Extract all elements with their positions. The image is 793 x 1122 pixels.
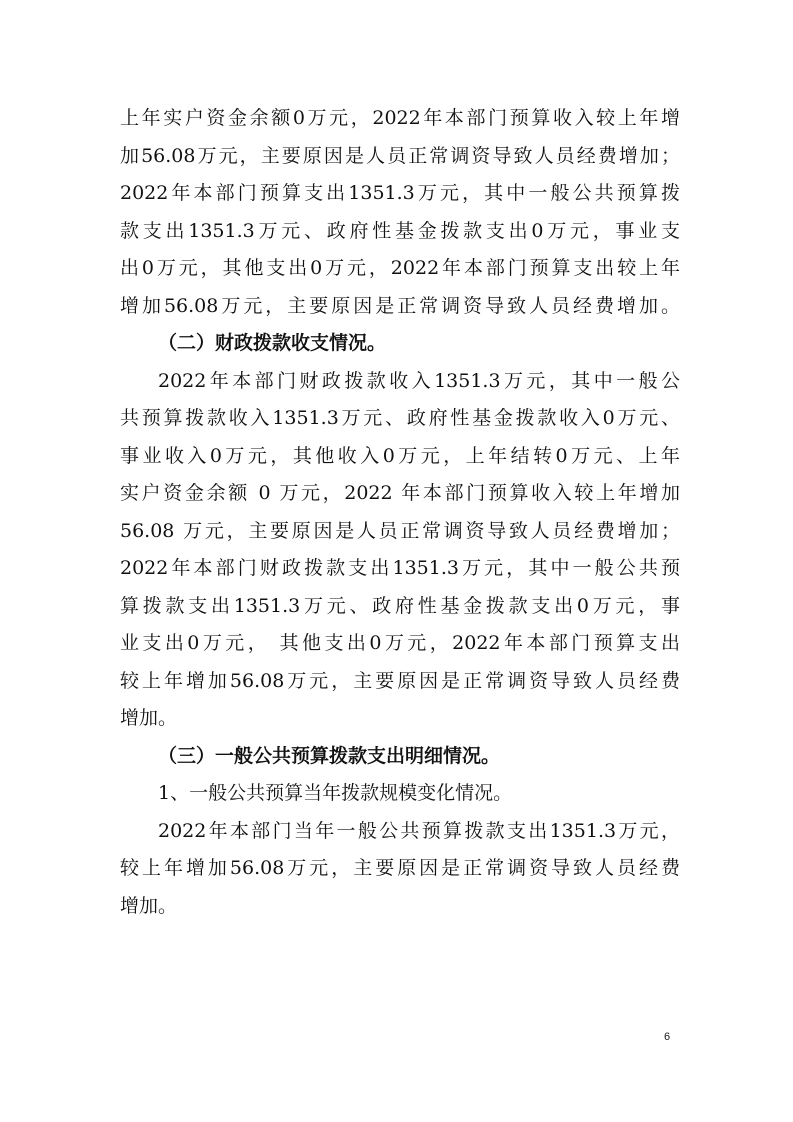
text-line: 款支出1351.3万元、政府性基金拨款支出0万元，事业支	[120, 219, 680, 242]
text-line: 增加。	[120, 707, 178, 729]
text-line: 增加。	[120, 894, 178, 917]
text-line: 2022年本部门预算支出1351.3万元，其中一般公共预算拨	[120, 182, 680, 204]
text-line: 较上年增加56.08万元，主要原因是正常调资导致人员经费	[120, 669, 680, 692]
text-line: 2022年本部门财政拨款支出1351.3万元，其中一般公共预	[120, 557, 680, 579]
text-line: 2022年本部门当年一般公共预算拨款支出1351.3万元，	[158, 819, 680, 842]
text-line: 出0万元，其他支出0万元，2022年本部门预算支出较上年	[120, 257, 680, 279]
text-line: 较上年增加56.08万元，主要原因是正常调资导致人员经费	[120, 857, 680, 879]
page-number: 6	[664, 1031, 671, 1043]
subsection-heading-1: 1、一般公共预算当年拨款规模变化情况。	[158, 782, 513, 804]
section-heading-3: （三）一般公共预算拨款支出明细情况。	[158, 744, 501, 767]
text-line: 算拨款支出1351.3万元、政府性基金拨款支出0万元，事	[120, 594, 680, 617]
text-line: 56.08 万元，主要原因是人员正常调资导致人员经费增加；	[120, 519, 680, 542]
text-line: 加56.08万元，主要原因是人员正常调资导致人员经费增加；	[120, 144, 680, 167]
body-text	[120, 100, 680, 925]
text-line: 上年实户资金余额0万元，2022年本部门预算收入较上年增	[120, 107, 680, 129]
text-line: 事业收入0万元，其他收入0万元，上年结转0万元、上年	[120, 444, 680, 467]
text-line: 共预算拨款收入1351.3万元、政府性基金拨款收入0万元、	[120, 407, 680, 429]
section-heading-2: （二）财政拨款收支情况。	[158, 332, 387, 354]
text-line: 业支出0万元， 其他支出0万元，2022年本部门预算支出	[120, 632, 680, 654]
text-line: 实户资金余额 0 万元，2022 年本部门预算收入较上年增加	[120, 482, 680, 504]
text-line: 增加56.08万元，主要原因是正常调资导致人员经费增加。	[120, 294, 680, 317]
text-line: 2022年本部门财政拨款收入1351.3万元，其中一般公	[158, 369, 680, 392]
